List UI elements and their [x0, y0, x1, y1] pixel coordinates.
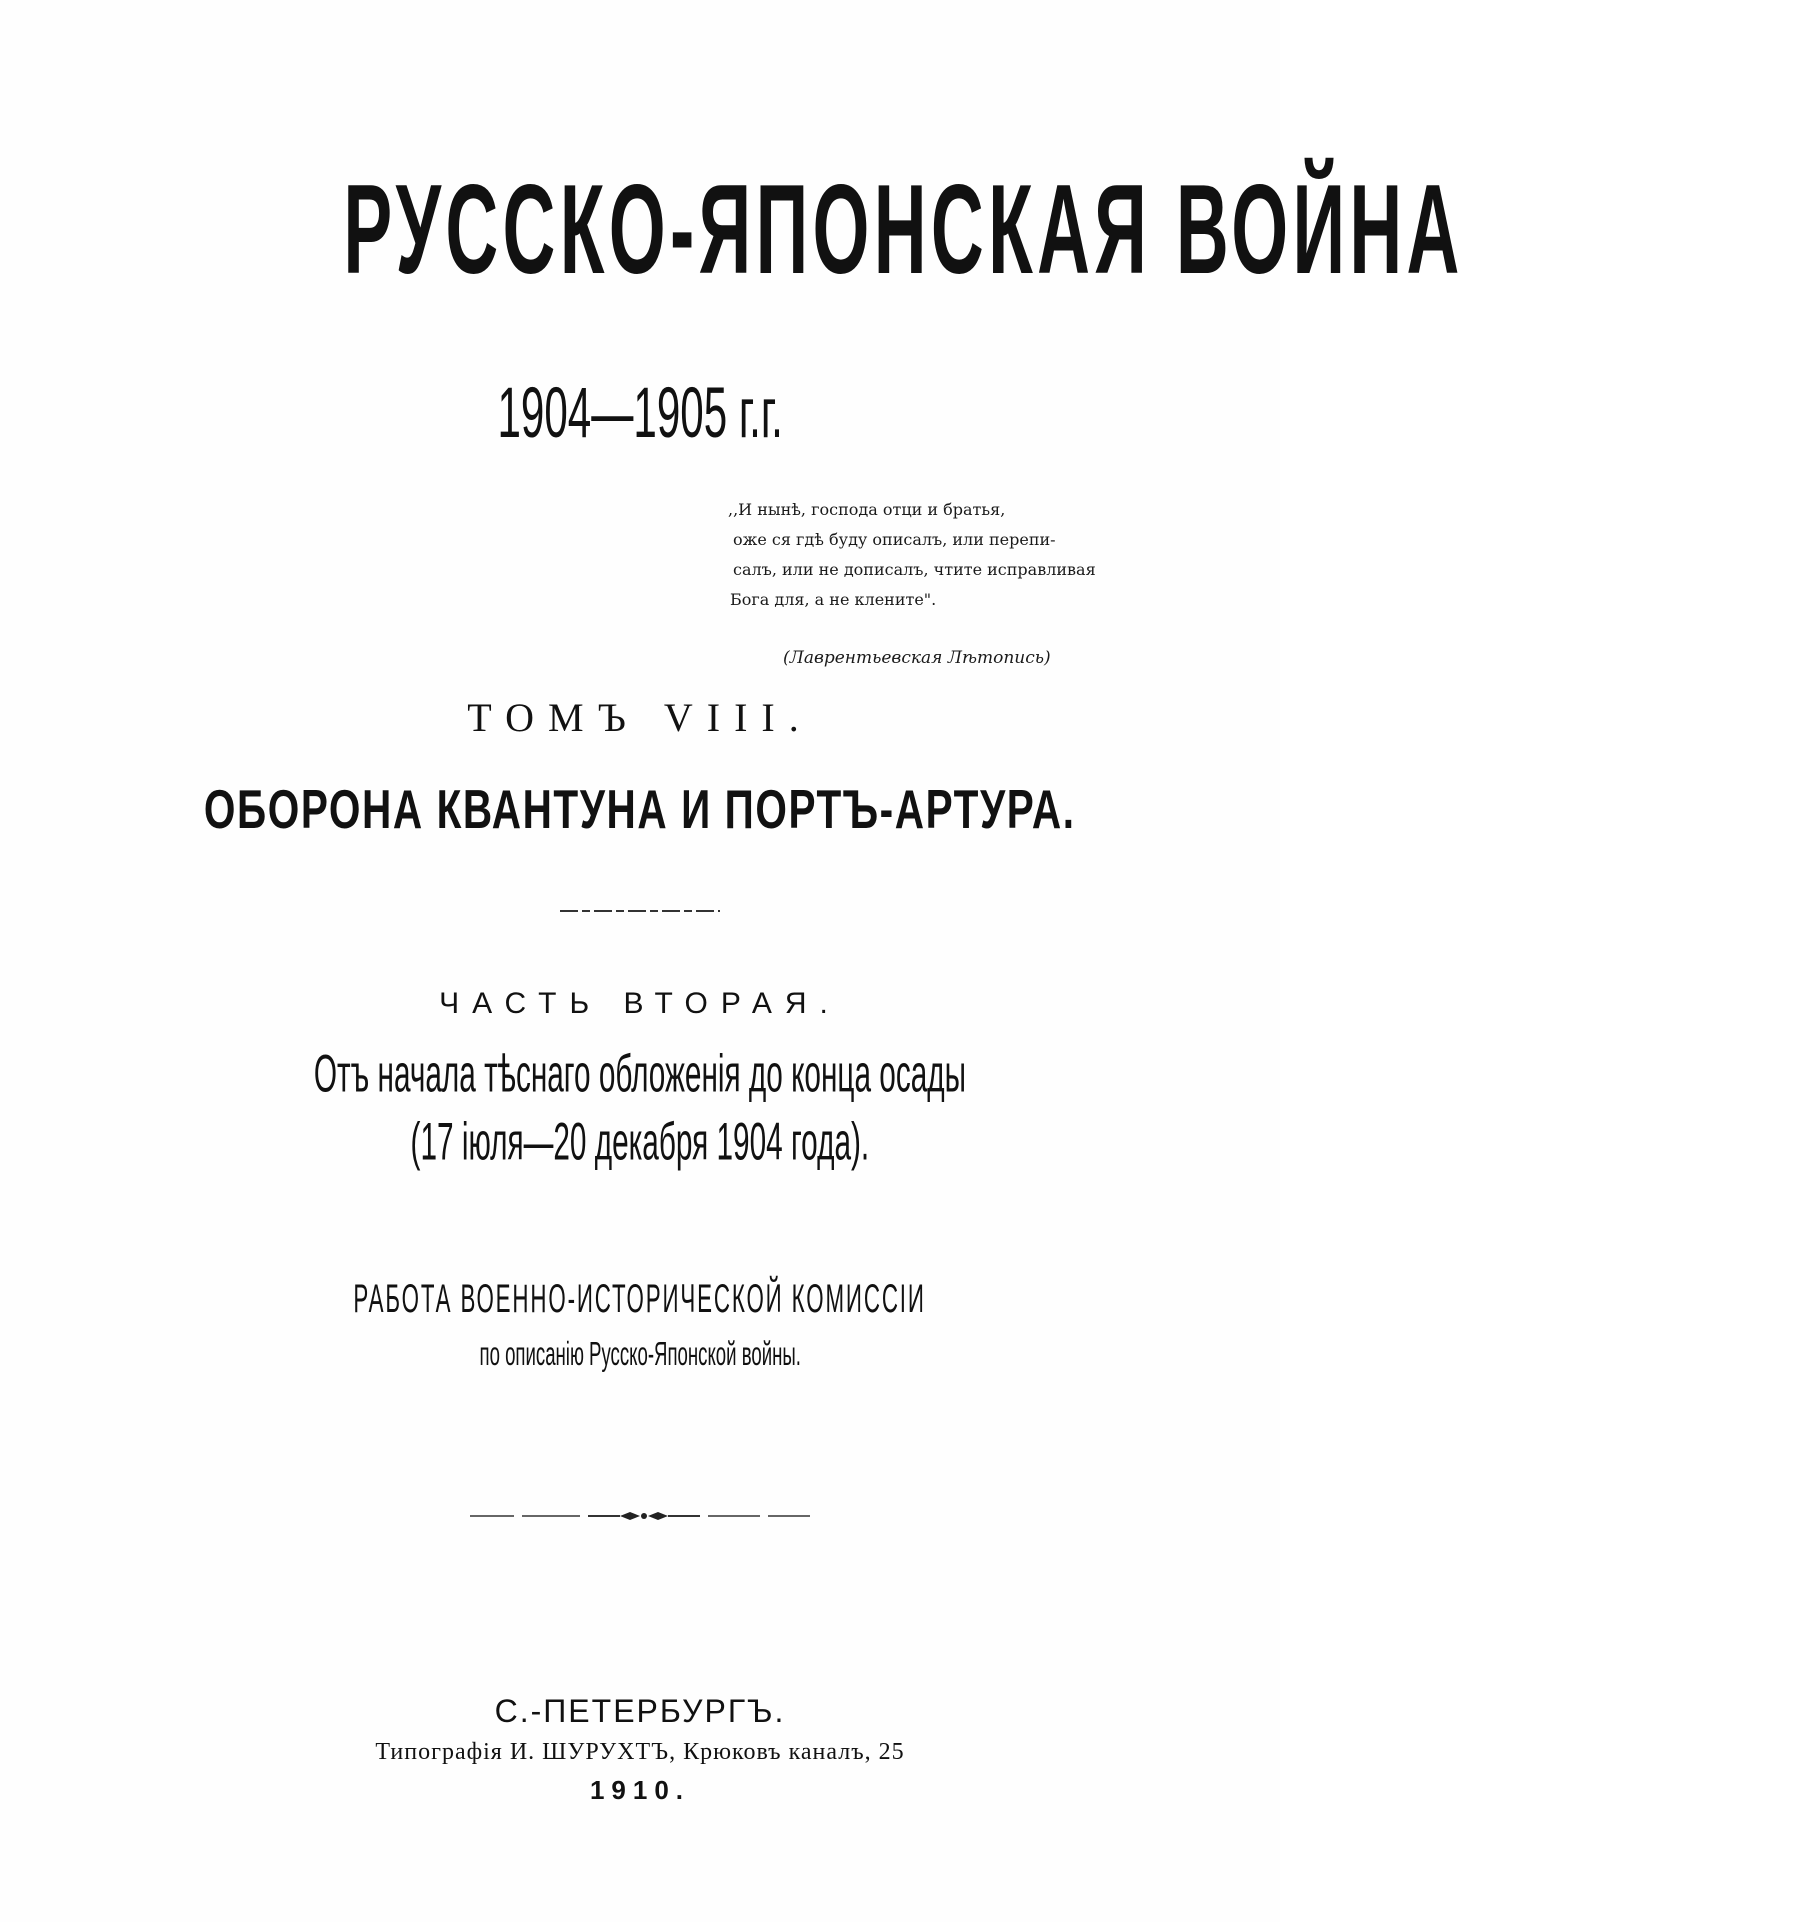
subtitle-text: Отъ начала тѣснаго обложенія до конца осады [313, 1045, 967, 1104]
years-heading [0, 368, 1280, 458]
main-title [0, 150, 1464, 310]
commission-heading-text: РАБОТА ВОЕННО-ИСТОРИЧЕСКОЙ КОМИССІИ [353, 1275, 927, 1321]
imprint-city [0, 1688, 1280, 1734]
subtitle-text: (17 іюля—20 декабря 1904 года). [410, 1113, 870, 1172]
volume-title-text: ОБОРОНА КВАНТУНА И ПОРТЪ-АРТУРА. [204, 779, 1076, 841]
epigraph-source: (Лаврентьевская Лѣтопись) [783, 648, 1051, 668]
volume-number [0, 690, 1280, 746]
epigraph-line: Бога для, а не клените". [730, 590, 937, 609]
part-heading-text: ЧАСТЬ ВТОРАЯ. [439, 987, 841, 1020]
part-heading [0, 978, 1280, 1030]
main-title-text: РУССКО-ЯПОНСКАЯ ВОЙНА [343, 158, 1464, 302]
volume-title [0, 770, 1280, 850]
volume-number-text: ТОМЪ VIII. [467, 695, 813, 740]
commission-subheading-text: по описанію Русско-Японской войны. [479, 1336, 801, 1373]
imprint-year [0, 1770, 1280, 1810]
subtitle-line [0, 1110, 1280, 1176]
years-text: 1904—1905 г.г. [497, 373, 783, 453]
imprint-year-text: 1910. [589, 1775, 691, 1805]
imprint-printer [0, 1734, 1280, 1770]
epigraph-line: салъ, или не дописалъ, чтите исправливая [733, 560, 1096, 579]
subtitle-line [0, 1042, 1280, 1108]
imprint-printer-text: Типографія И. ШУРУХТЪ, Крюковъ каналъ, 25 [375, 1739, 905, 1765]
commission-heading [0, 1272, 1280, 1326]
epigraph-line: оже ся гдѣ буду описалъ, или перепи- [733, 530, 1056, 549]
ornament-divider [470, 1510, 810, 1522]
epigraph-line: ,,И нынѣ, господа отци и братья, [728, 500, 1006, 519]
dashed-divider [560, 910, 720, 912]
commission-subheading [0, 1330, 1280, 1380]
imprint-city-text: С.-ПЕТЕРБУРГЪ. [494, 1693, 786, 1729]
epigraph [728, 495, 1168, 668]
